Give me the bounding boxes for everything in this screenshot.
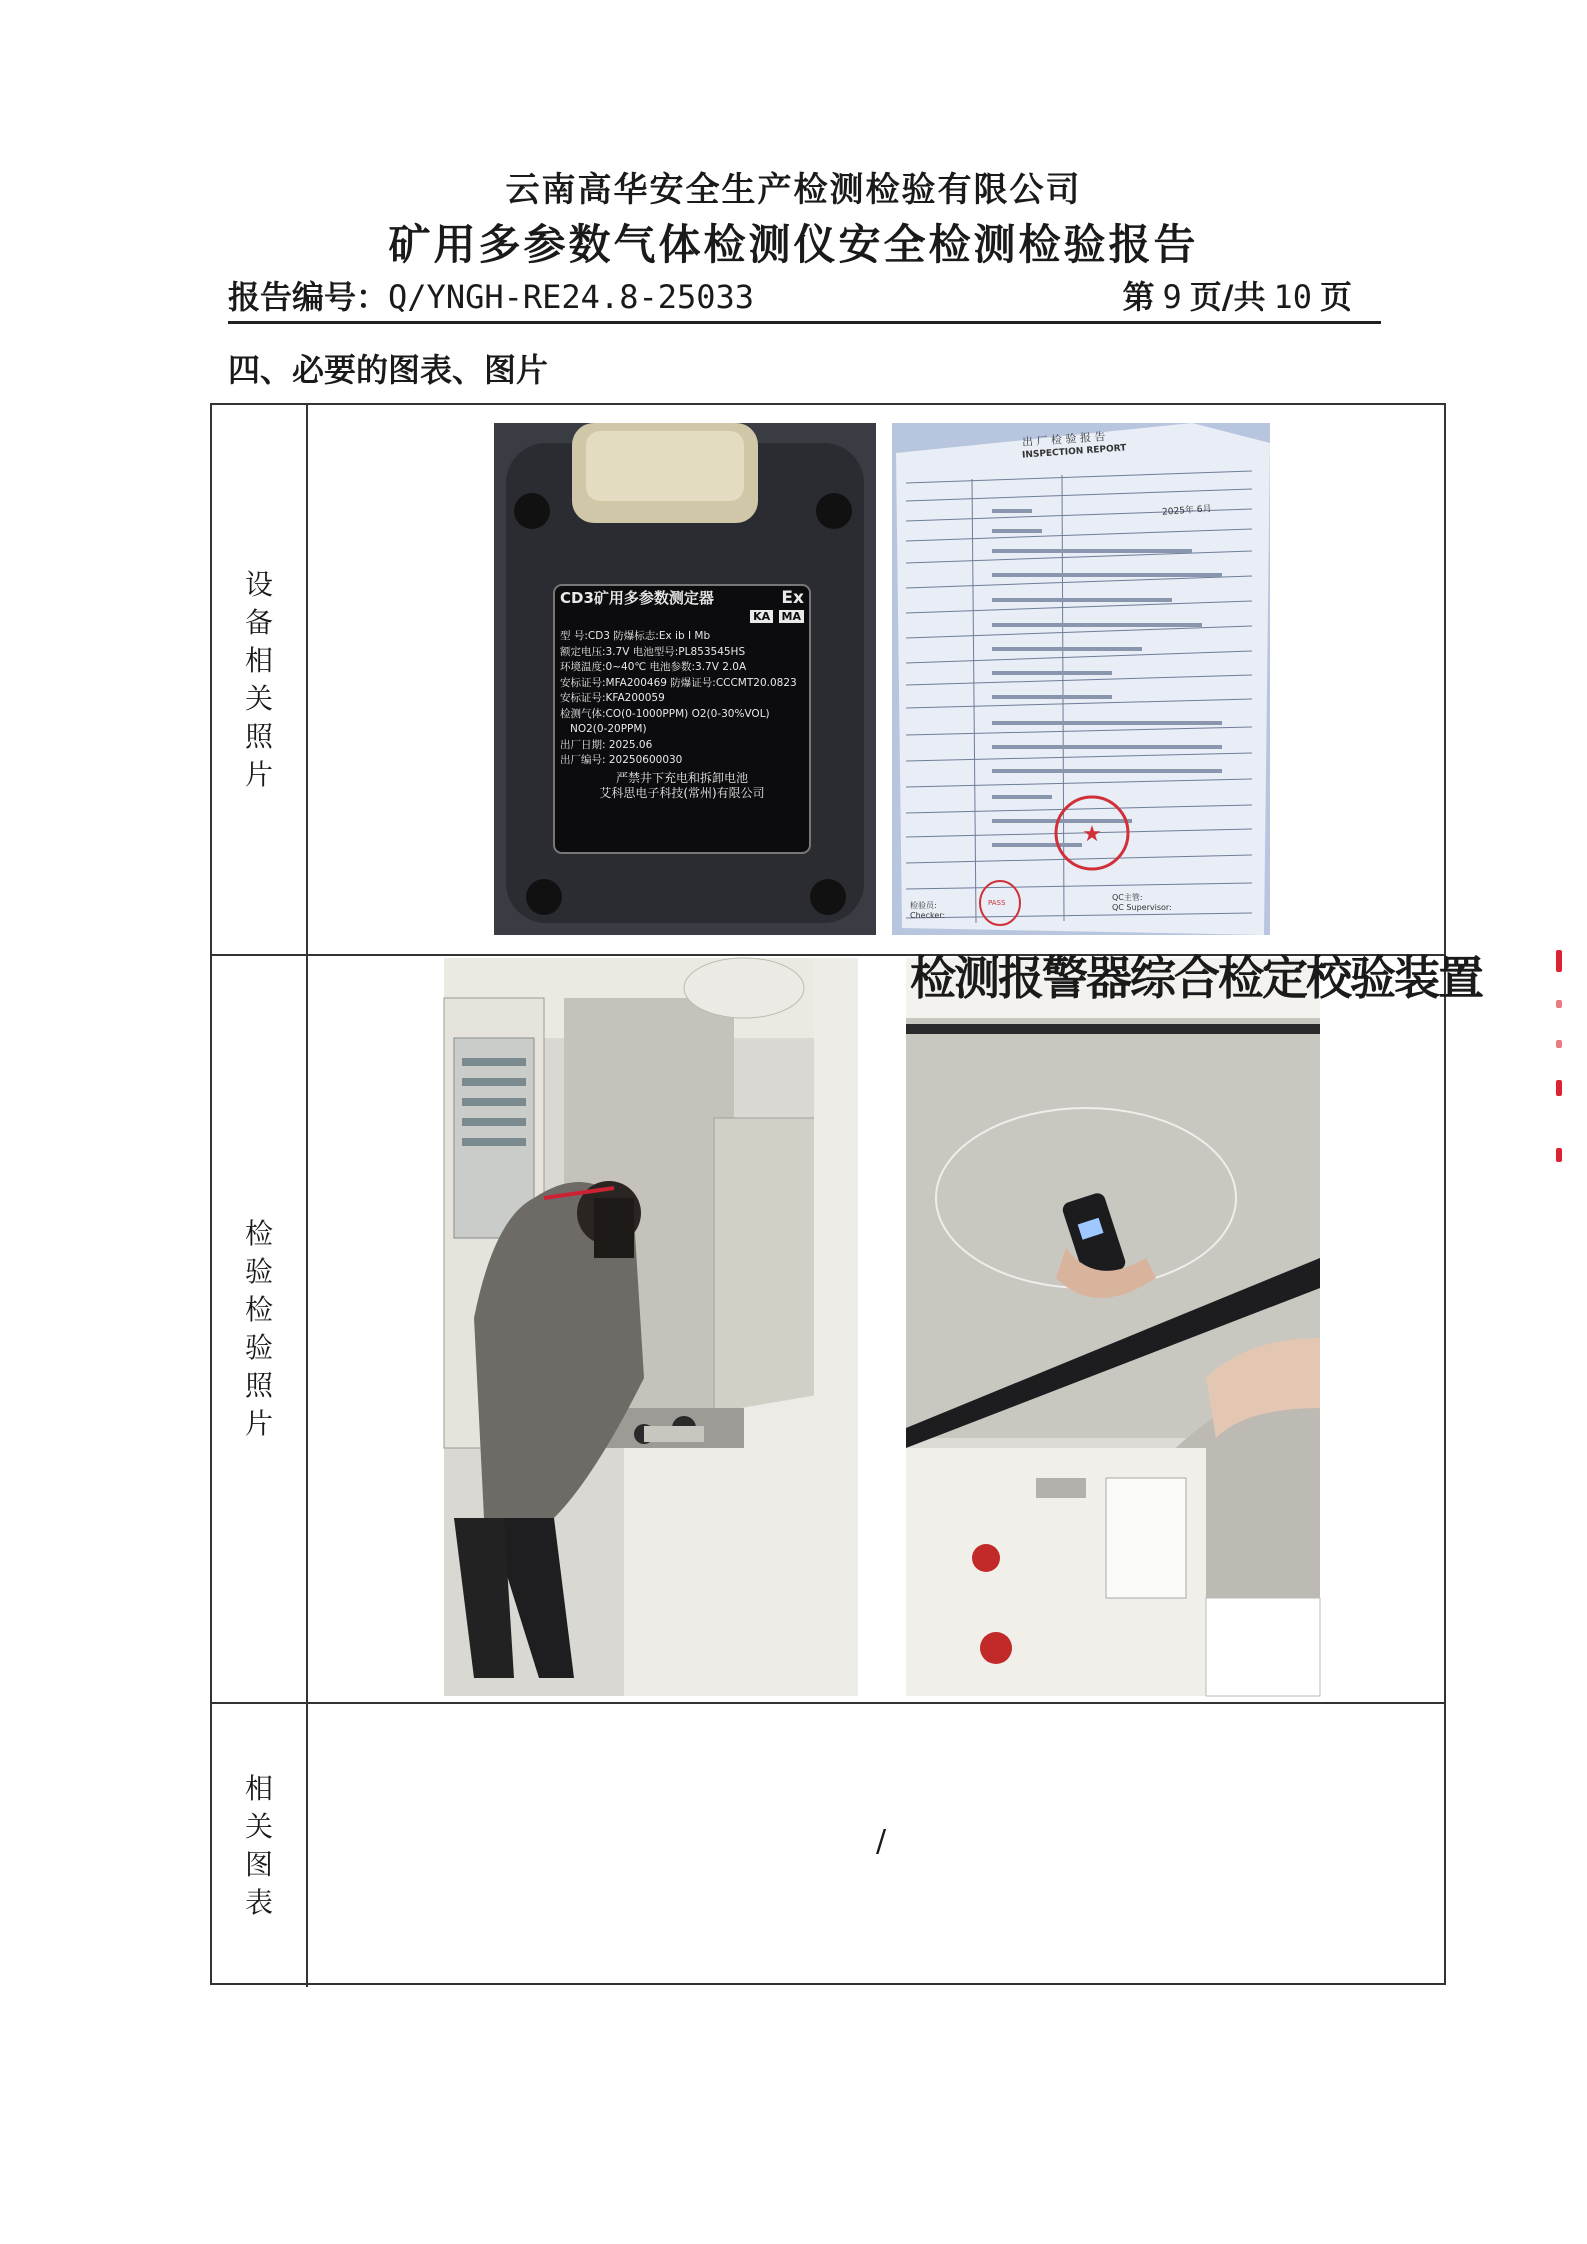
nameplate-line: 安标证号:KFA200059: [560, 692, 665, 704]
brand-ka: KA: [750, 610, 773, 623]
device-nameplate-photo: [494, 423, 876, 935]
page-mid: 页/共: [1189, 278, 1266, 316]
related-charts-cell: [308, 1704, 1444, 1987]
calibration-box-graphic: [906, 958, 1320, 1696]
report-number-label: 报告编号：: [228, 278, 389, 316]
inspection-photos-cell: [308, 951, 1482, 1702]
label-cell: [212, 405, 308, 954]
report-number: [228, 272, 754, 318]
label-cell: [212, 956, 308, 1702]
nameplate-line: NO2(0-20PPM): [570, 723, 647, 735]
certificate-title: 出 厂 检 验 报 告: [1021, 430, 1106, 449]
nameplate-ex: Ex: [781, 588, 804, 608]
page-indicator: [1122, 272, 1352, 318]
row-inspection-photos: [212, 951, 1482, 1704]
checker-en: Checker:: [910, 911, 946, 920]
certificate-date: 2025年 6月: [1161, 504, 1212, 518]
figures-table: [210, 403, 1482, 1985]
technician-photo: [444, 958, 858, 1696]
nameplate-line: 出厂日期: 2025.06: [560, 738, 653, 751]
qc-en: QC Supervisor:: [1112, 903, 1172, 912]
inspection-report-photo: [892, 423, 1270, 935]
row-label-device: 设备相关照片: [244, 567, 273, 791]
nameplate-line: 型 号:CD3 防爆标志:Ex ib I Mb: [560, 630, 711, 642]
nameplate-line: 安标证号:MFA200469 防爆证号:CCCMT20.0823: [560, 676, 797, 689]
pass-stamp: PASS: [988, 899, 1006, 907]
report-number-value: Q/YNGH-RE24.8-25033: [388, 278, 755, 316]
margin-mark: [1556, 1148, 1562, 1162]
device-test-photo: [906, 951, 1482, 1696]
checker-cn: 检验员:: [910, 901, 937, 910]
device-photos-cell: [308, 405, 1444, 954]
page-current: 9: [1162, 278, 1182, 316]
page-total: 10: [1273, 278, 1312, 316]
row-related-charts: [212, 1704, 1444, 1987]
certificate-title-en: INSPECTION REPORT: [1021, 443, 1127, 461]
qc-label: [1112, 893, 1172, 913]
nameplate-maker: 艾科思电子科技(常州)有限公司: [599, 786, 765, 800]
row-label-charts: 相关图表: [244, 1771, 273, 1919]
lab-scene-graphic: [444, 958, 858, 1696]
row-device-photos: [212, 405, 1444, 956]
header-rule: [228, 321, 1381, 324]
label-cell: [212, 1704, 308, 1987]
nameplate-line: 检测气体:CO(0-1000PPM) O2(0-30%VOL): [560, 707, 770, 720]
lab-sign-text: 检测报警器综合检定校验装置: [910, 951, 1482, 1005]
page-prefix: 第: [1122, 278, 1155, 316]
page-suffix: 页: [1319, 278, 1352, 316]
margin-mark: [1556, 1000, 1562, 1008]
checker-label: [910, 901, 945, 921]
company-name: 云南高华安全生产检测检验有限公司: [505, 170, 1082, 210]
margin-mark: [1556, 950, 1562, 972]
empty-marker: /: [876, 1824, 887, 1859]
margin-mark: [1556, 1040, 1562, 1048]
report-title: 矿用多参数气体检测仪安全检测检验报告: [388, 220, 1199, 269]
certificate-graphic: [892, 423, 1270, 935]
report-meta: [228, 272, 1378, 314]
lab-sign: [910, 951, 1482, 1020]
qc-cn: QC主管:: [1112, 893, 1143, 902]
nameplate-title: CD3矿用多参数测定器: [560, 589, 714, 607]
section-title: 四、必要的图表、图片: [228, 351, 549, 389]
nameplate-line: 环境温度:0~40℃ 电池参数:3.7V 2.0A: [560, 661, 747, 673]
margin-mark: [1556, 1080, 1562, 1096]
nameplate-line: 额定电压:3.7V 电池型号:PL853545HS: [560, 645, 746, 658]
brand-ma: MA: [779, 610, 804, 623]
nameplate-label: [560, 588, 804, 847]
row-label-inspection: 检验检验照片: [244, 1217, 273, 1440]
nameplate-line: 出厂编号: 20250600030: [560, 754, 683, 766]
nameplate-warning: 严禁井下充电和拆卸电池: [615, 770, 748, 785]
svg-text:★: ★: [1082, 822, 1102, 847]
